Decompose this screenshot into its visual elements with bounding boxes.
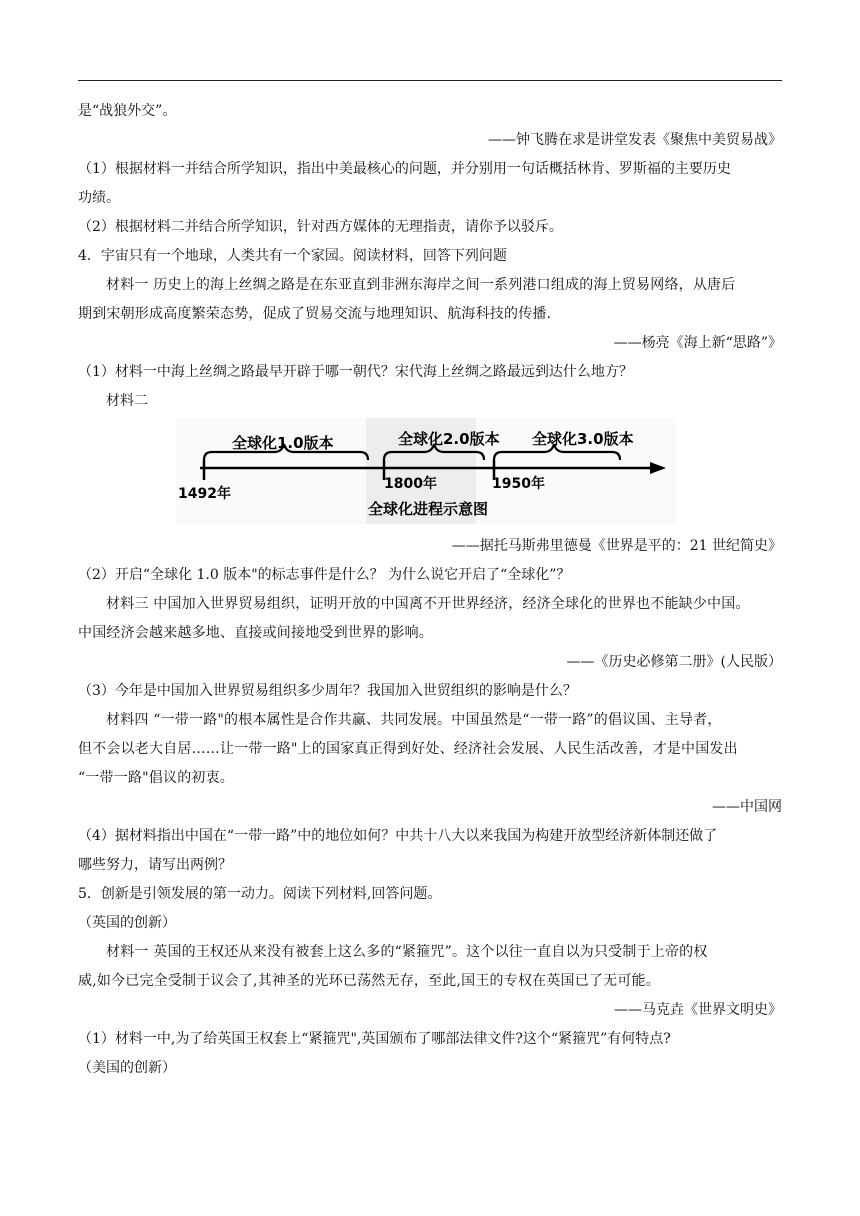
label-v1: 全球化1.0版本 xyxy=(232,434,334,452)
material-label: 材料二 xyxy=(106,393,148,409)
timeline-diagram xyxy=(176,418,676,524)
source-citation: ——中国网 xyxy=(712,799,782,815)
material-text: 材料一 英国的王权还从来没有被套上这么多的“紧箍咒”。这个以往一直自以为只受制于上帝的权 xyxy=(106,944,708,960)
source-citation: ——《历史必修第二册》(人民版） xyxy=(566,654,782,670)
material-text: “一带一路"倡议的初衷。 xyxy=(78,770,234,786)
section-label: （美国的创新） xyxy=(78,1060,176,1076)
question-text: （1）材料一中海上丝绸之路最早开辟于哪一朝代？宋代海上丝绸之路最远到达什么地方？ xyxy=(78,364,633,380)
question-text: （2）开启“全球化 1.0 版本"的标志事件是什么？ 为什么说它开启了“全球化”？ xyxy=(78,567,571,583)
year-1950: 1950年 xyxy=(492,476,545,492)
material-text: 威,如今已完全受制于议会了,其神圣的光环已荡然无存，至此,国王的专权在英国已了无可能。 xyxy=(78,973,660,989)
question-text: （1）根据材料一并结合所学知识，指出中美最核心的问题，并分别用一句话概括林肯、罗斯福的主要历史 xyxy=(78,161,731,177)
question-text: （4）据材料指出中国在“一带一路”中的地位如何？中共十八大以来我国为构建开放型经济新体制还做了 xyxy=(78,828,718,844)
material-text: 期到宋朝形成高度繁荣态势，促成了贸易交流与地理知识、航海科技的传播. xyxy=(78,306,552,322)
material-text: 中国经济会越来越多地、直接或间接地受到世界的影响。 xyxy=(78,625,433,641)
figure-caption: 全球化进程示意图 xyxy=(368,500,489,518)
year-1492: 1492年 xyxy=(178,486,231,502)
header-rule xyxy=(78,80,782,81)
question-text: 哪些努力，请写出两例？ xyxy=(78,857,232,873)
page-content xyxy=(78,97,782,1083)
material-text: 材料一 历史上的海上丝绸之路是在东亚直到非洲东海岸之间一系列港口组成的海上贸易网络，从唐后 xyxy=(106,277,736,293)
source-citation: ——钟飞腾在求是讲堂发表《聚焦中美贸易战》 xyxy=(488,132,782,148)
source-citation: ——据托马斯弗里德曼《世界是平的：21 世纪简史》 xyxy=(451,538,782,554)
text-line: 是“战狼外交”。 xyxy=(78,103,177,119)
material-text: 材料四 “一带一路"的根本属性是合作共赢、共同发展。中国虽然是“一带一路”的倡议国、主导者， xyxy=(106,712,722,728)
question-heading: 5．创新是引领发展的第一动力。阅读下列材料,回答问题。 xyxy=(78,886,442,902)
question-heading: 4．宇宙只有一个地球，人类共有一个家园。阅读材料，回答下列问题 xyxy=(78,248,507,264)
source-citation: ——马克垚《世界文明史》 xyxy=(614,1002,782,1018)
source-citation: ——杨亮《海上新“思路”》 xyxy=(613,335,782,351)
label-v3: 全球化3.0版本 xyxy=(532,430,634,448)
material-text: 但不会以老大自居……让一带一路"上的国家真正得到好处、经济社会发展、人民生活改善，才是中国发出 xyxy=(78,741,738,757)
label-v2: 全球化2.0版本 xyxy=(398,430,500,448)
question-text: 功绩。 xyxy=(78,190,120,206)
question-text: （2）根据材料二并结合所学知识，针对西方媒体的无理指责，请你予以驳斥。 xyxy=(78,219,563,235)
section-label: （英国的创新） xyxy=(78,915,176,931)
material-text: 材料三 中国加入世界贸易组织，证明开放的中国离不开世界经济，经济全球化的世界也不能缺少中国。 xyxy=(106,596,750,612)
globalization-timeline-figure xyxy=(78,418,782,528)
question-text: （1）材料一中,为了给英国王权套上“紧箍咒",英国颁布了哪部法律文件?这个“紧箍咒”有何特点? xyxy=(78,1031,671,1047)
question-text: （3）今年是中国加入世界贸易组织多少周年？我国加入世贸组织的影响是什么？ xyxy=(78,683,577,699)
year-1800: 1800年 xyxy=(384,476,437,492)
